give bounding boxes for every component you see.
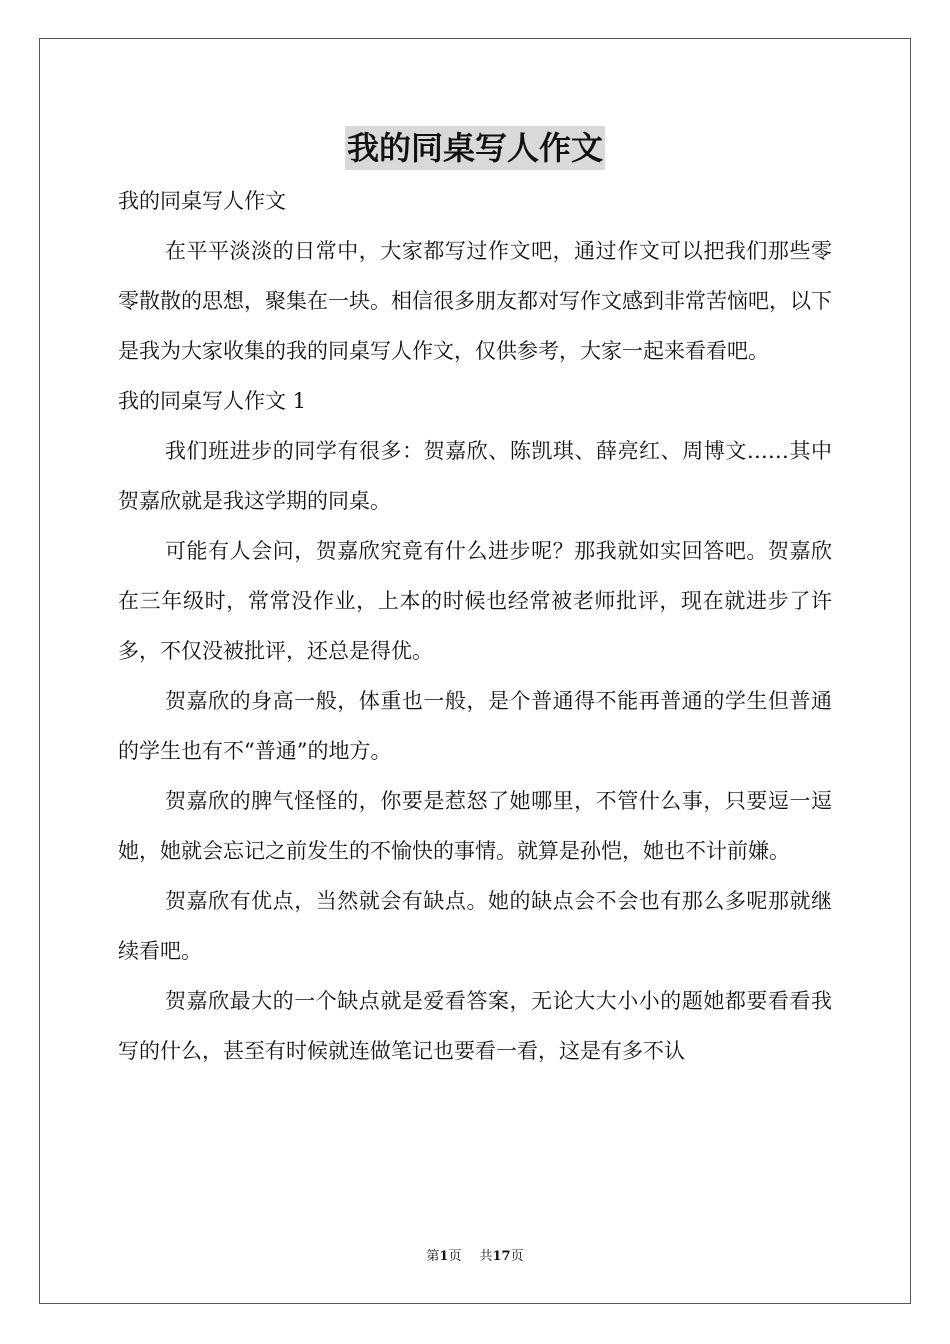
body-paragraph: 可能有人会问，贺嘉欣究竟有什么进步呢？那我就如实回答吧。贺嘉欣在三年级时，常常没作业，上本的时候也经常被老师批评，现在就进步了许多，不仅没被批评，还总是得优。 — [118, 539, 832, 663]
title-container — [0, 126, 950, 170]
total-suffix: 页 — [510, 1249, 524, 1264]
body-paragraph: 我们班进步的同学有很多：贺嘉欣、陈凯琪、薛亮红、周博文……其中贺嘉欣就是我这学期的同桌。 — [118, 439, 832, 513]
total-prefix: 共 — [479, 1249, 493, 1264]
total-pages: 17 — [492, 1249, 511, 1264]
page-number: 1 — [439, 1249, 449, 1264]
section-heading: 我的同桌写人作文 1 — [118, 389, 307, 413]
body-paragraph: 贺嘉欣有优点，当然就会有缺点。她的缺点会不会也有那么多呢那就继续看吧。 — [118, 889, 832, 963]
body-paragraph: 在平平淡淡的日常中，大家都写过作文吧，通过作文可以把我们那些零零散散的思想，聚集在一块。相信很多朋友都对写作文感到非常苦恼吧，以下是我为大家收集的我的同桌写人作文，仅供参考，大家一起来看看吧。 — [118, 239, 832, 363]
document-body — [118, 176, 832, 1076]
document-title: 我的同桌写人作文 — [345, 126, 605, 170]
page-footer — [0, 1248, 950, 1266]
page-suffix: 页 — [448, 1249, 462, 1264]
body-paragraph: 贺嘉欣最大的一个缺点就是爱看答案，无论大大小小的题她都要看看我写的什么，甚至有时候就连做笔记也要看一看，这是有多不认 — [118, 989, 832, 1063]
body-paragraph: 贺嘉欣的脾气怪怪的，你要是惹怒了她哪里，不管什么事，只要逗一逗她，她就会忘记之前发生的不愉快的事情。就算是孙恺，她也不计前嫌。 — [118, 789, 832, 863]
body-paragraph: 贺嘉欣的身高一般，体重也一般，是个普通得不能再普通的学生但普通的学生也有不“普通”的地方。 — [118, 689, 832, 763]
page-prefix: 第 — [426, 1249, 440, 1264]
section-heading: 我的同桌写人作文 — [118, 189, 286, 213]
